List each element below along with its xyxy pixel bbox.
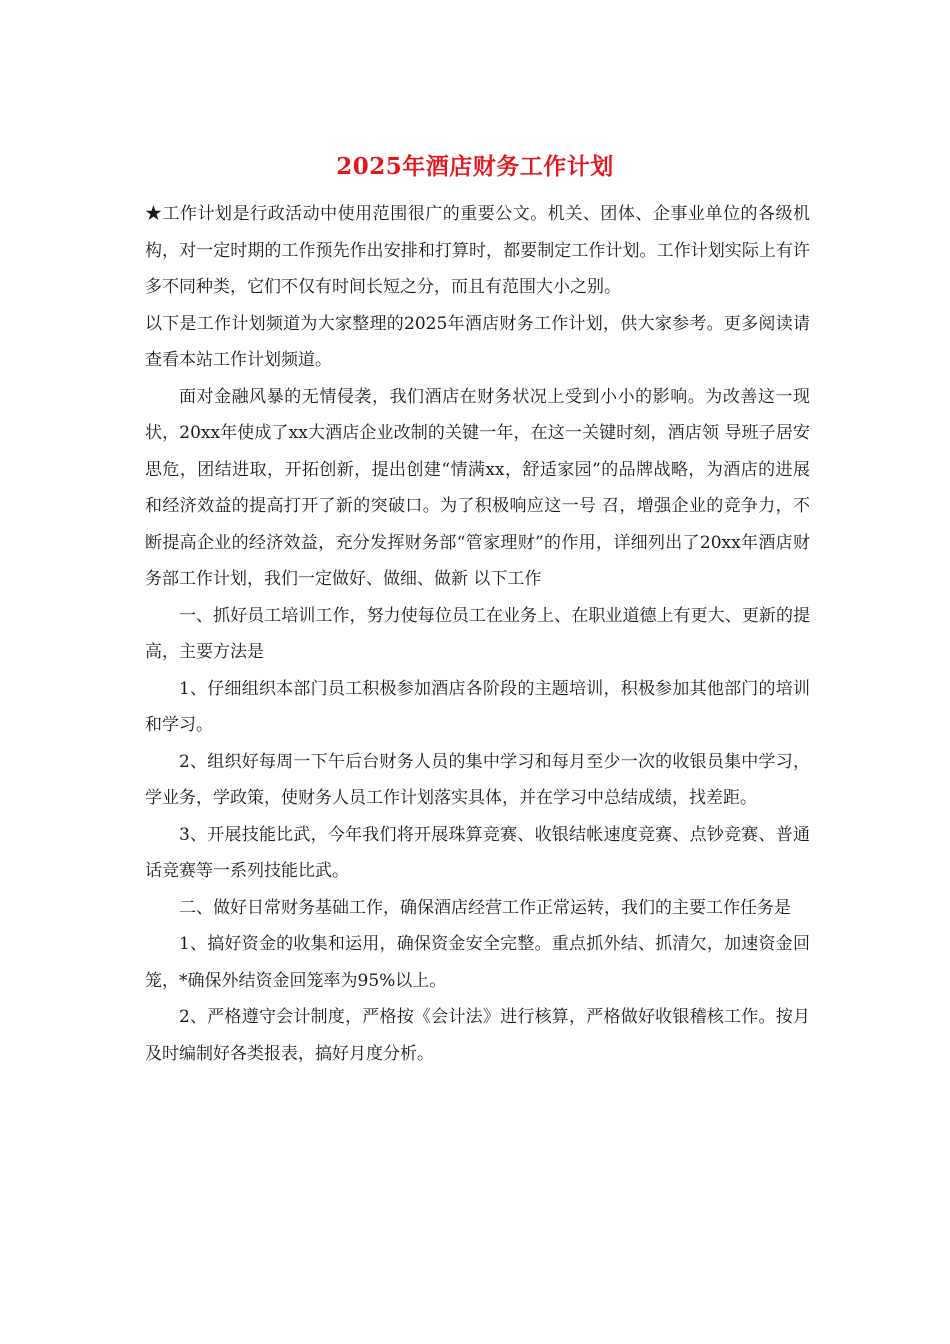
list-item-daily-work-2: 2、严格遵守会计制度，严格按《会计法》进行核算，严格做好收银稽核工作。按月及时编制好各类报表，搞好月度分析。 [145, 1007, 810, 1064]
list-item-training-2: 2、组织好每周一下午后台财务人员的集中学习和每月至少一次的收银员集中学习，学业务，学政策，使财务人员工作计划落实具体，并在学习中总结成绩，找差距。 [145, 751, 810, 808]
background-paragraph: 面对金融风暴的无情侵袭，我们酒店在财务状况上受到小小的影响。为改善这一现状，20xx年使成了xx大酒店企业改制的关键一年，在这一关键时刻，酒店领 导班子居安思危，团结进取，开拓创新，提出创建“情满xx，舒适家园”的品牌战略，为酒店的进展和经济效益的提高打开了新的突破口。为了积极响应这一号 召，增强企业的竞争力，不断提高企业的经济效益，充分发挥财务部“管家理财”的作用，详细列出了20xx年酒店财务部工作计划，我们一定做好、做细、做新 以下工作 [145, 386, 810, 589]
document-title: 2025年酒店财务工作计划 [336, 153, 614, 180]
list-item-daily-work-1: 1、搞好资金的收集和运用，确保资金安全完整。重点抓外结、抓清欠，加速资金回笼，*确保外结资金回笼率为95%以上。 [145, 934, 810, 991]
intro-paragraph: ★工作计划是行政活动中使用范围很广的重要公文。机关、团体、企事业单位的各级机构，对一定时期的工作预先作出安排和打算时，都要制定工作计划。工作计划实际上有许多不同种类，它们不仅有时间长短之分，而且有范围大小之别。 [145, 204, 810, 297]
list-item-training-1: 1、仔细组织本部门员工积极参加酒店各阶段的主题培训，积极参加其他部门的培训和学习。 [145, 678, 810, 735]
section-heading-daily-work: 二、做好日常财务基础工作，确保酒店经营工作正常运转，我们的主要工作任务是 [179, 897, 791, 918]
section-heading-training: 一、抓好员工培训工作，努力使每位员工在业务上、在职业道德上有更大、更新的提高，主要方法是 [145, 605, 810, 662]
document-body [145, 196, 810, 1072]
source-note-paragraph: 以下是工作计划频道为大家整理的2025年酒店财务工作计划，供大家参考。更多阅读请查看本站工作计划频道。 [145, 313, 810, 370]
list-item-training-3: 3、开展技能比武，今年我们将开展珠算竞赛、收银结帐速度竞赛、点钞竞赛、普通话竞赛等一系列技能比武。 [145, 824, 810, 881]
